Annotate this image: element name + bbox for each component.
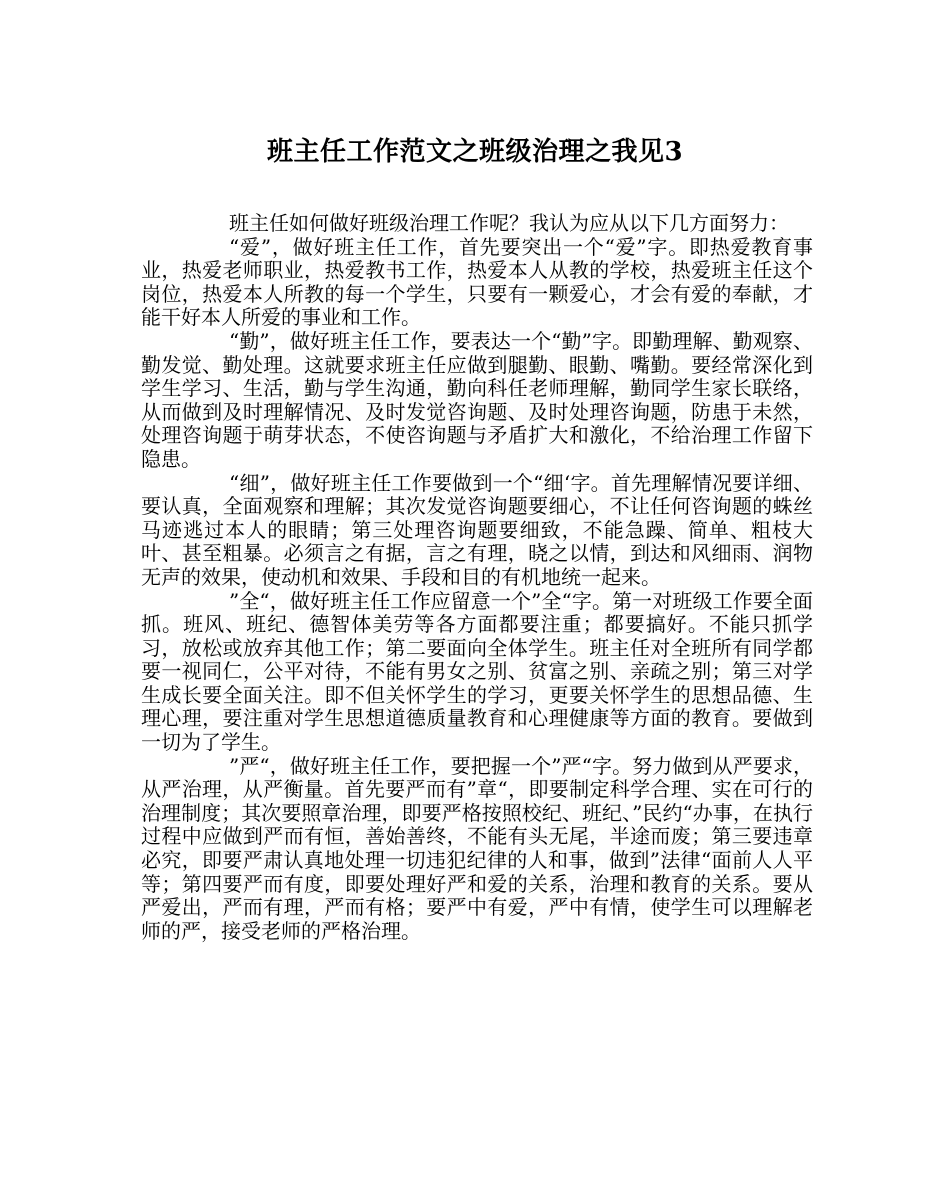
paragraph-intro: 班主任如何做好班级治理工作呢？我认为应从以下几方面努力：: [229, 211, 789, 235]
document-title: 班主任工作范文之班级治理之我见3: [266, 137, 684, 167]
document-body: [141, 212, 813, 943]
paragraph-strict: ”严“，做好班主任工作，要把握一个”严“字。努力做到从严要求，从严治理，从严衡量。首先要严而有”章“，即要制定科学合理、实在可行的治理制度；其次要照章治理，即要严格按照校纪、班纪、”民约“办事，在执行过程中应做到严而有恒，善始善终，不能有头无尾，半途而废；第三要违章必究，即要严肃认真地处理一切违犯纪律的人和事，做到”法律“面前人人平等；第四要严而有度，即要处理好严和爱的关系，治理和教育的关系。要从严爱出，严而有理，严而有格；要严中有爱，严中有情，使学生可以理解老师的严，接受老师的严格治理。: [141, 753, 813, 943]
paragraph-comprehensive: ”全“，做好班主任工作应留意一个”全“字。第一对班级工作要全面抓。班风、班纪、德智体美劳等各方面都要注重；都要搞好。不能只抓学习，放松或放弃其他工作；第二要面向全体学生。班主任对全班所有同学都要一视同仁，公平对待，不能有男女之别、贫富之别、亲疏之别；第三对学生成长要全面关注。即不但关怀学生的学习，更要关怀学生的思想品德、生理心理，要注重对学生思想道德质量教育和心理健康等方面的教育。要做到一切为了学生。: [141, 588, 813, 755]
paragraph-love: “爱”，做好班主任工作，首先要突出一个“爱”字。即热爱教育事业，热爱老师职业，热爱教书工作，热爱本人从教的学校，热爱班主任这个岗位，热爱本人所教的每一个学生，只要有一颗爱心，才会有爱的奉献，才能干好本人所爱的事业和工作。: [141, 234, 813, 330]
paragraph-meticulous: “细”，做好班主任工作要做到一个“细‘字。首先理解情况要详细、要认真，全面观察和理解；其次发觉咨询题要细心，不让任何咨询题的蛛丝马迹逃过本人的眼睛；第三处理咨询题要细致，不能急躁、简单、粗枝大叶、甚至粗暴。必须言之有据，言之有理，晓之以情，到达和风细雨、润物无声的效果，使动机和效果、手段和目的有机地统一起来。: [141, 470, 813, 589]
paragraph-diligence: “勤”，做好班主任工作，要表达一个“勤”字。即勤理解、勤观察、勤发觉、勤处理。这就要求班主任应做到腿勤、眼勤、嘴勤。要经常深化到学生学习、生活，勤与学生沟通，勤向科任老师理解，勤同学生家长联络，从而做到及时理解情况、及时发觉咨询题、及时处理咨询题，防患于未然，处理咨询题于萌芽状态，不使咨询题与矛盾扩大和激化，不给治理工作留下隐患。: [141, 328, 813, 471]
